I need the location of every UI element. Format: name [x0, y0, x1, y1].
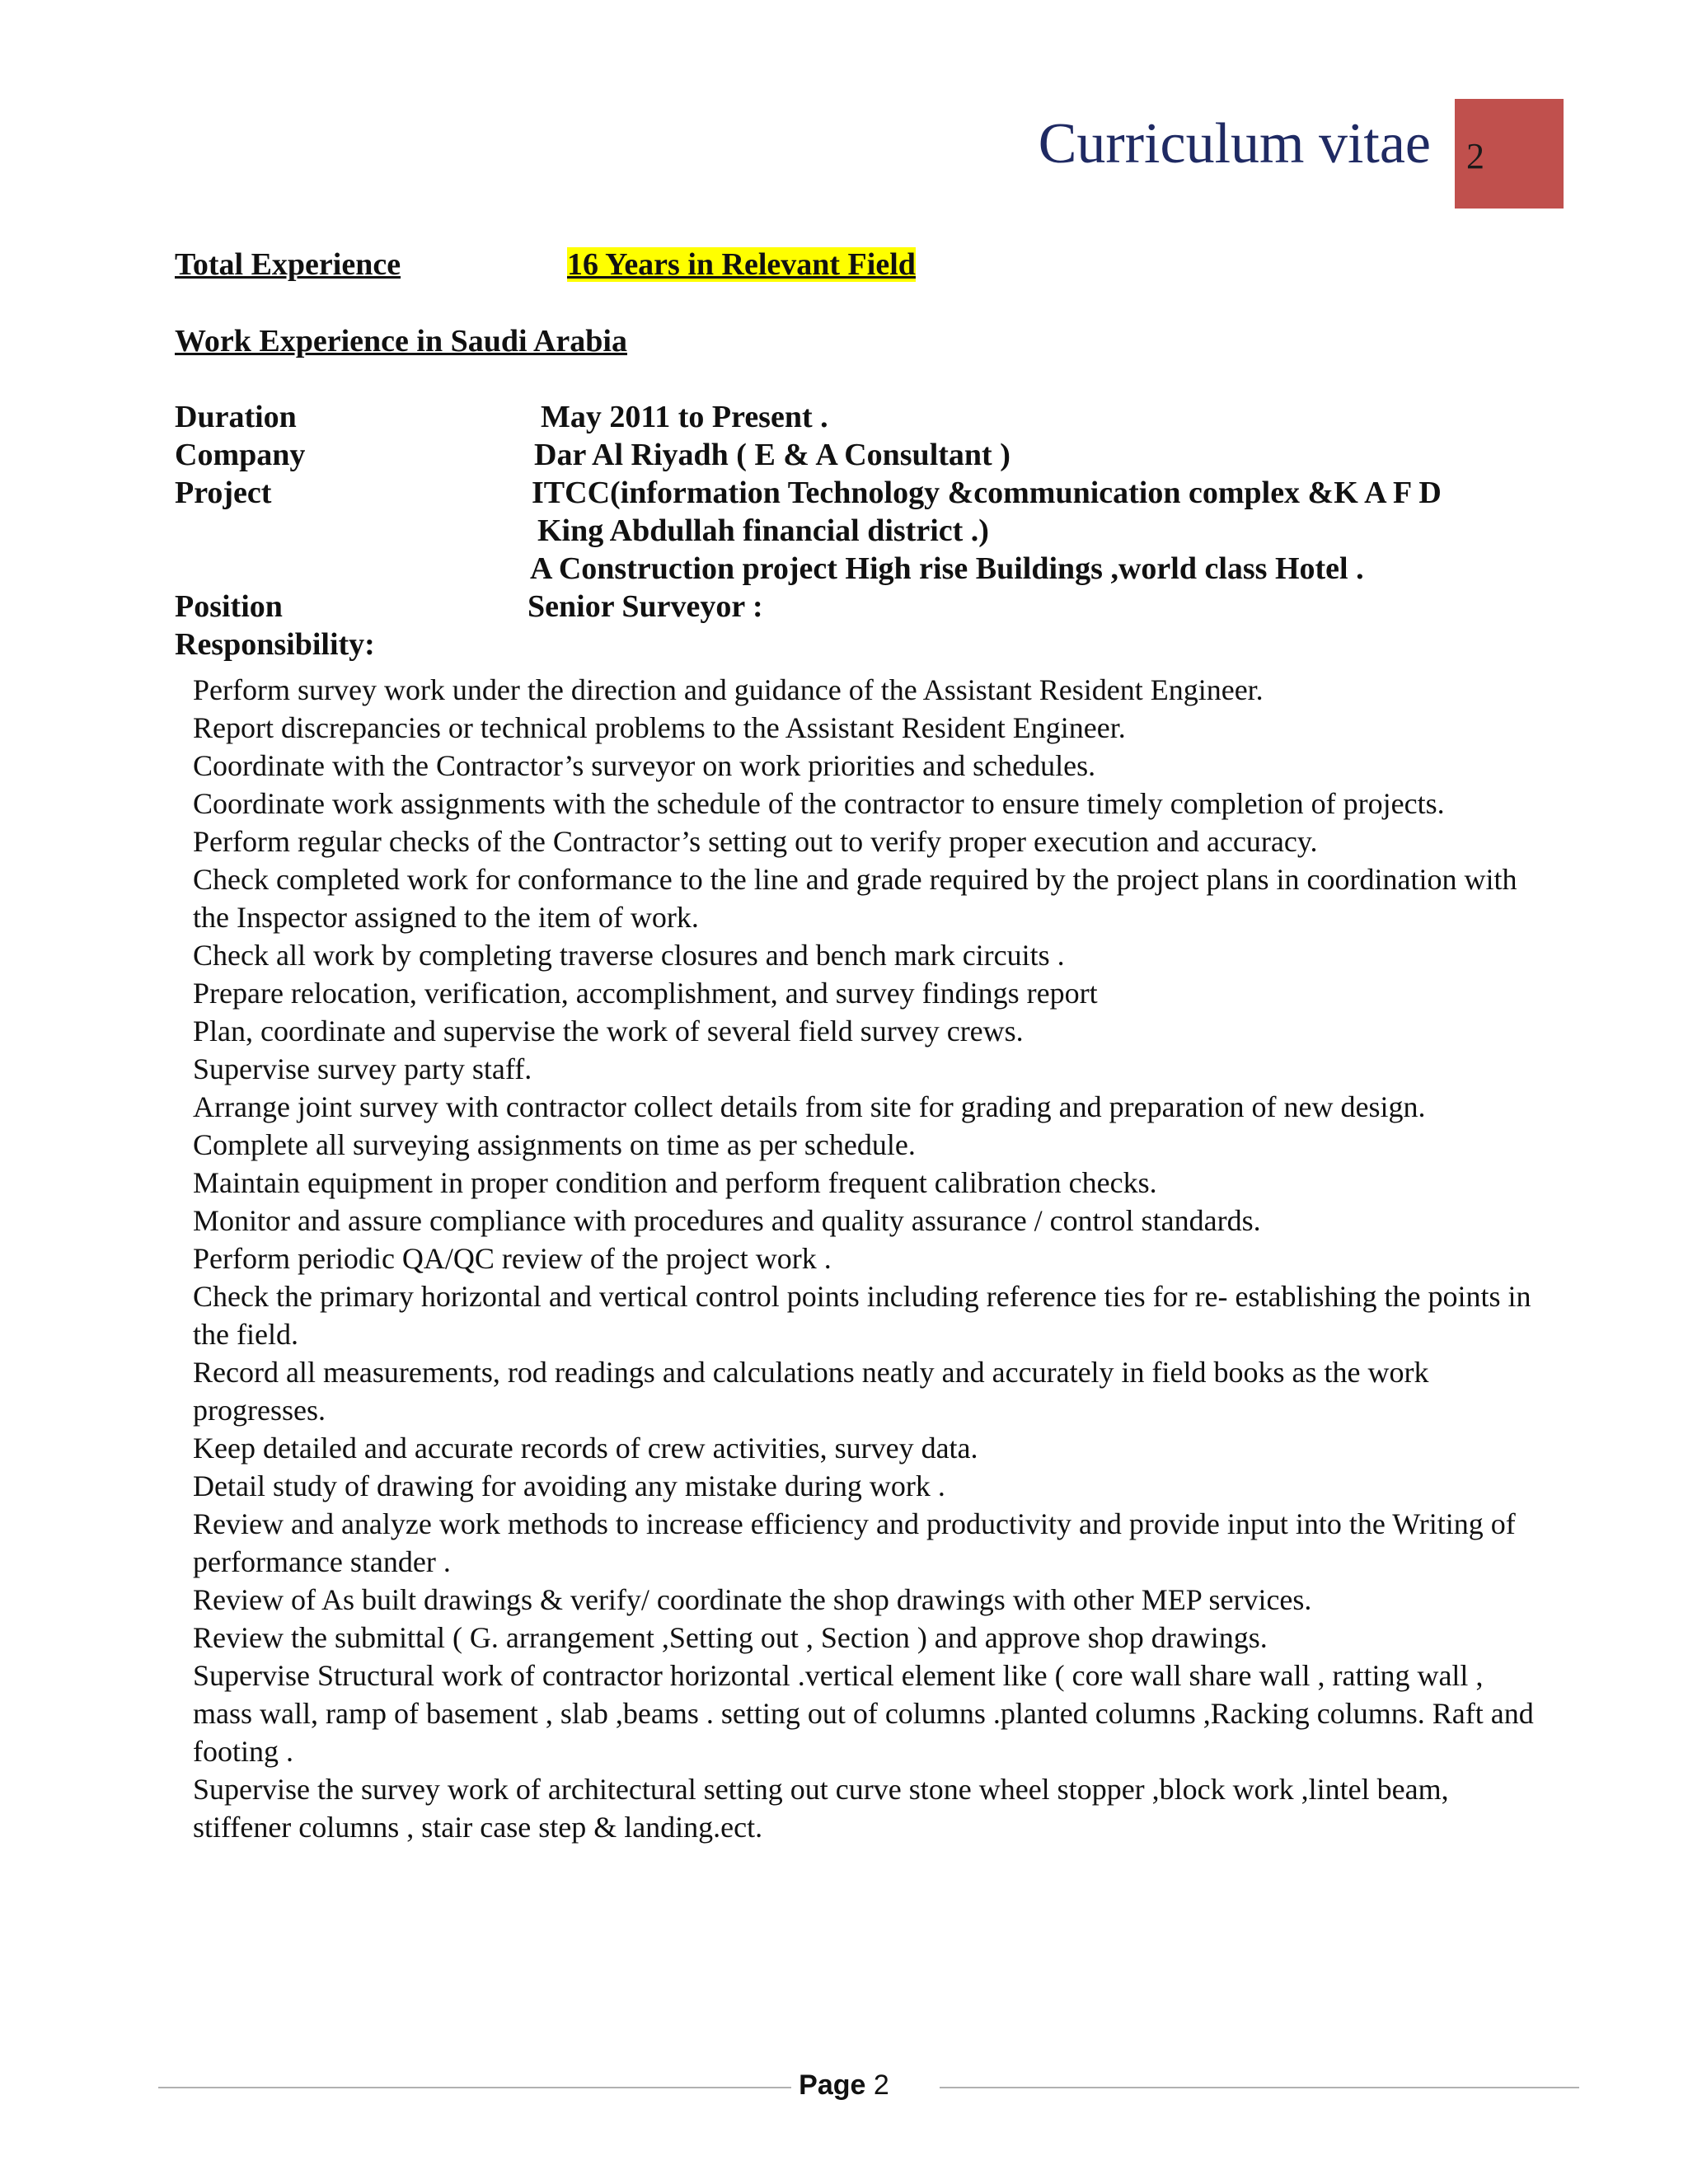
company-label: Company [175, 438, 306, 472]
list-item [173, 823, 1541, 860]
project-line-1: ITCC(information Technology &communication complex &K A F D [532, 476, 1442, 510]
position-value: Senior Surveyor : [528, 589, 763, 624]
bullet-glyph-icon [173, 1770, 193, 1846]
bullet-glyph-icon [173, 860, 193, 936]
total-experience-label: Total Experience [175, 247, 401, 282]
bullet-glyph-icon [173, 1657, 193, 1770]
bullet-glyph-icon [173, 1467, 193, 1505]
bullet-glyph-icon [173, 1353, 193, 1429]
duration-value: May 2011 to Present . [541, 400, 828, 434]
list-item [173, 1657, 1541, 1770]
bullet-glyph-icon [173, 1429, 193, 1467]
bullet-glyph-icon [173, 974, 193, 1012]
bullet-glyph-icon [173, 709, 193, 747]
project-label: Project [175, 476, 272, 510]
responsibility-list [173, 671, 1541, 1846]
list-item-text: Report discrepancies or technical problems to the Assistant Resident Engineer. [193, 711, 1126, 744]
company-value: Dar Al Riyadh ( E & A Consultant ) [534, 438, 1010, 472]
page-footer [0, 2069, 1688, 2102]
bullet-glyph-icon [173, 1581, 193, 1619]
bullet-glyph-icon [173, 823, 193, 860]
list-item-text: Keep detailed and accurate records of crew activities, survey data. [193, 1432, 978, 1465]
list-item-text: Coordinate with the Contractor’s surveyor on work priorities and schedules. [193, 749, 1096, 782]
bullet-glyph-icon [173, 785, 193, 823]
list-item-text: Perform survey work under the direction and guidance of the Assistant Resident Engineer. [193, 673, 1264, 706]
list-item [173, 709, 1541, 747]
list-item [173, 1088, 1541, 1126]
bullet-glyph-icon [173, 936, 193, 974]
project-line-2: King Abdullah financial district .) [537, 513, 989, 548]
list-item [173, 747, 1541, 785]
project-line-3: A Construction project High rise Buildings ,world class Hotel . [530, 551, 1364, 586]
list-item [173, 1277, 1541, 1353]
list-item [173, 1202, 1541, 1240]
bullet-glyph-icon [173, 1050, 193, 1088]
list-item [173, 1429, 1541, 1467]
bullet-glyph-icon [173, 1126, 193, 1164]
bullet-glyph-icon [173, 1240, 193, 1277]
list-item-text: Review and analyze work methods to increase efficiency and productivity and provide input into the Writing of performance stander . [193, 1507, 1516, 1578]
list-item-text: Review of As built drawings & verify/ coordinate the shop drawings with other MEP services. [193, 1583, 1312, 1616]
list-item [173, 860, 1541, 936]
bullet-glyph-icon [173, 1164, 193, 1202]
list-item [173, 671, 1541, 709]
list-item-text: Check the primary horizontal and vertical control points including reference ties for re- establishing the points in the field. [193, 1280, 1531, 1351]
list-item [173, 1240, 1541, 1277]
list-item-text: Supervise survey party staff. [193, 1052, 532, 1085]
list-item [173, 1164, 1541, 1202]
list-item-text: Detail study of drawing for avoiding any mistake during work . [193, 1469, 945, 1502]
list-item [173, 1581, 1541, 1619]
header-page-badge: 2 [1455, 99, 1564, 209]
list-item-text: Complete all surveying assignments on time as per schedule. [193, 1128, 916, 1161]
total-experience-value: 16 Years in Relevant Field [567, 247, 916, 282]
list-item-text: Perform regular checks of the Contractor’s setting out to verify proper execution and accuracy. [193, 825, 1318, 858]
footer-label: Page [799, 2069, 866, 2101]
section-heading: Work Experience in Saudi Arabia [175, 324, 627, 359]
bullet-glyph-icon [173, 1202, 193, 1240]
list-item-text: Check completed work for conformance to the line and grade required by the project plans in coordination with the Inspector assigned to the item of work. [193, 863, 1517, 934]
bullet-glyph-icon [173, 1088, 193, 1126]
list-item [173, 1126, 1541, 1164]
list-item-text: Check all work by completing traverse closures and bench mark circuits . [193, 939, 1065, 972]
bullet-glyph-icon [173, 1505, 193, 1581]
list-item [173, 1012, 1541, 1050]
list-item-text: Maintain equipment in proper condition and perform frequent calibration checks. [193, 1166, 1157, 1199]
footer-number: 2 [873, 2069, 889, 2101]
list-item-text: Supervise Structural work of contractor horizontal .vertical element like ( core wall share wall , ratting wall , mass wall, ramp of basement , slab ,beams . setting out of columns .planted columns ,Racking columns. Raft and footing . [193, 1659, 1534, 1768]
bullet-glyph-icon [173, 1012, 193, 1050]
list-item [173, 936, 1541, 974]
bullet-glyph-icon [173, 747, 193, 785]
list-item-text: Supervise the survey work of architectural setting out curve stone wheel stopper ,block work ,lintel beam, stiffener columns , stair case step & landing.ect. [193, 1773, 1449, 1844]
list-item-text: Monitor and assure compliance with procedures and quality assurance / control standards. [193, 1204, 1261, 1237]
list-item-text: Record all measurements, rod readings and calculations neatly and accurately in field books as the work progresses. [193, 1356, 1429, 1427]
list-item [173, 1353, 1541, 1429]
duration-label: Duration [175, 400, 297, 434]
list-item [173, 1770, 1541, 1846]
list-item-text: Plan, coordinate and supervise the work of several field survey crews. [193, 1015, 1024, 1047]
list-item [173, 1619, 1541, 1657]
header-title: Curriculum vitae [1038, 112, 1431, 176]
bullet-glyph-icon [173, 671, 193, 709]
list-item-text: Prepare relocation, verification, accomplishment, and survey findings report [193, 977, 1098, 1010]
list-item [173, 785, 1541, 823]
list-item [173, 974, 1541, 1012]
bullet-glyph-icon [173, 1619, 193, 1657]
list-item-text: Coordinate work assignments with the schedule of the contractor to ensure timely completion of projects. [193, 787, 1445, 820]
list-item-text: Review the submittal ( G. arrangement ,Setting out , Section ) and approve shop drawings. [193, 1621, 1268, 1654]
list-item [173, 1505, 1541, 1581]
responsibility-label: Responsibility: [175, 627, 375, 662]
list-item-text: Arrange joint survey with contractor collect details from site for grading and preparation of new design. [193, 1090, 1426, 1123]
bullet-glyph-icon [173, 1277, 193, 1353]
position-label: Position [175, 589, 283, 624]
list-item [173, 1467, 1541, 1505]
list-item-text: Perform periodic QA/QC review of the project work . [193, 1242, 832, 1275]
list-item [173, 1050, 1541, 1088]
